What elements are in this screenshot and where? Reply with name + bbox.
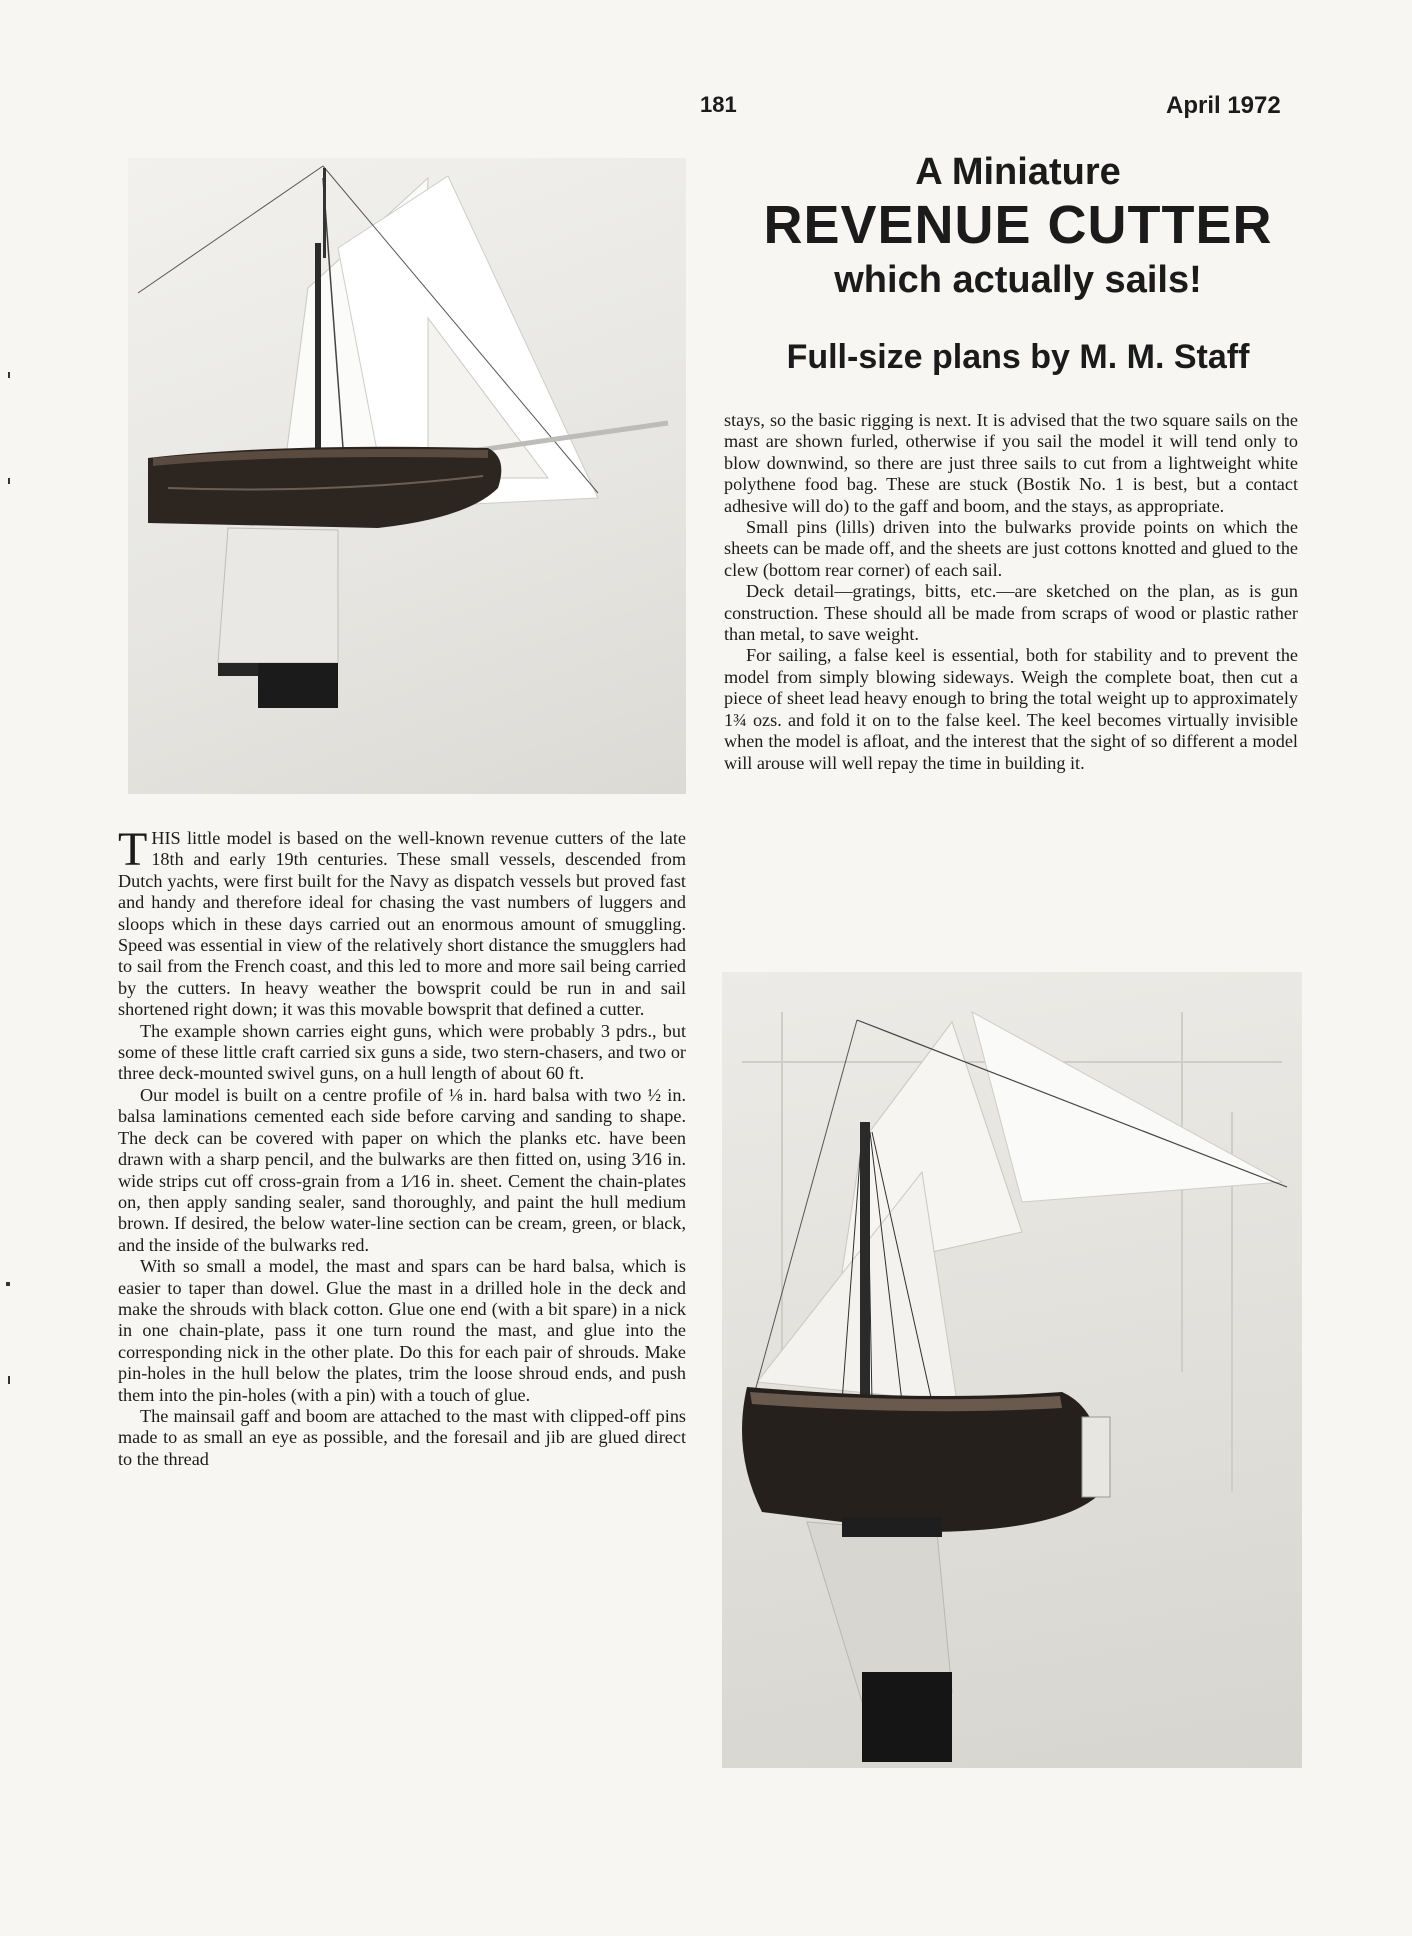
paragraph: The mainsail gaff and boom are attached to the mast with clipped-off pins made to as small an eye as possible, and the foresail and jib are glued direct to the thread — [118, 1405, 686, 1469]
paragraph: Our model is built on a centre profile of ⅛ in. hard balsa with two ½ in. balsa laminations cemented each side before carving and sanding to shape. The deck can be covered with paper on which the planks etc. have been drawn with a sharp pencil, and the bulwarks are then fitted on, using 3⁄16 in. wide strips cut off cross-grain from a 1⁄16 in. sheet. Cement the chain-plates on, then apply sanding sealer, sand thoroughly, and paint the hull medium brown. If desired, the below water-line section can be cream, green, or black, and the inside of the bulwarks red. — [118, 1084, 686, 1255]
scan-mark — [8, 372, 10, 378]
cutter-photo-side — [128, 158, 686, 794]
article-left-column — [118, 823, 686, 1470]
scan-mark — [8, 1376, 10, 1384]
article-right-column — [724, 410, 1298, 774]
title-line-1: A Miniature — [915, 151, 1121, 193]
title-line-2: REVENUE CUTTER — [763, 195, 1273, 255]
paragraph: Small pins (lills) driven into the bulwarks provide points on which the sheets can be made off, and the sheets are just cottons knotted and glued to the clew (bottom rear corner) of each sail. — [724, 517, 1298, 580]
byline: Full-size plans by M. M. Staff — [786, 338, 1250, 376]
paragraph: With so small a model, the mast and spars can be hard balsa, which is easier to taper than dowel. Glue the mast in a drilled hole in the deck and make the shrouds with black cotton. Glue one end (with a bit spare) in a nick in one chain-plate, pass it one turn round the mast, and glue into the corresponding nick in the other plate. Do this for each pair of shrouds. Make pin-holes in the hull below the plates, trim the loose shroud ends, and push them into the pin-holes (with a pin) with a touch of glue. — [118, 1256, 686, 1405]
drop-cap: T — [118, 823, 148, 876]
title-line-3: which actually sails! — [834, 259, 1202, 301]
page-number: 181 — [700, 92, 737, 117]
article-title — [728, 150, 1308, 304]
paragraph: stays, so the basic rigging is next. It is advised that the two square sails on the mast are shown furled, otherwise if you sail the model it will tend only to blow downwind, so there are just three sails to cut from a lightweight white polythene food bag. These are stuck (Bostik No. 1 is best, but a contact adhesive will do) to the gaff and boom, and the stays, as appropriate. — [724, 410, 1298, 516]
issue-date: April 1972 — [1166, 92, 1281, 119]
paragraph: The example shown carries eight guns, which were probably 3 pdrs., but some of these little craft carried six guns a side, two stern-chasers, and two or three deck-mounted swivel guns, on a hull length of about 60 ft. — [118, 1020, 686, 1084]
scan-mark — [8, 478, 10, 484]
paragraph-text: HIS little model is based on the well-known revenue cutters of the late 18th and early 19th centuries. These small vessels, descended from Dutch yachts, were first built for the Navy as dispatch vessels but proved fast and handy and therefore ideal for chasing the vast numbers of luggers and sloops which in these days carried out an enormous amount of smuggling. Speed was essential in view of the relatively short distance the smugglers had to sail from the French coast, and this led to more and more sail being carried by the cutters. In heavy weather the bowsprit could be run in and sail shortened right down; it was this movable bowsprit that defined a cutter. — [118, 828, 686, 1020]
paragraph: Deck detail—gratings, bitts, etc.—are sketched on the plan, as is gun construction. These should all be made from scraps of wood or plastic rather than metal, to save weight. — [724, 581, 1298, 645]
cutter-photo-front — [722, 972, 1302, 1768]
paragraph: For sailing, a false keel is essential, both for stability and to prevent the model from simply blowing sideways. Weigh the complete boat, then cut a piece of sheet lead heavy enough to bring the total weight up to approximately 1¾ ozs. and fold it on to the false keel. The keel becomes virtually invisible when the model is afloat, and the interest that the sight of so different a model will arouse will well repay the time in building it. — [724, 645, 1298, 773]
scan-mark — [6, 1282, 10, 1286]
paragraph — [118, 823, 686, 1021]
